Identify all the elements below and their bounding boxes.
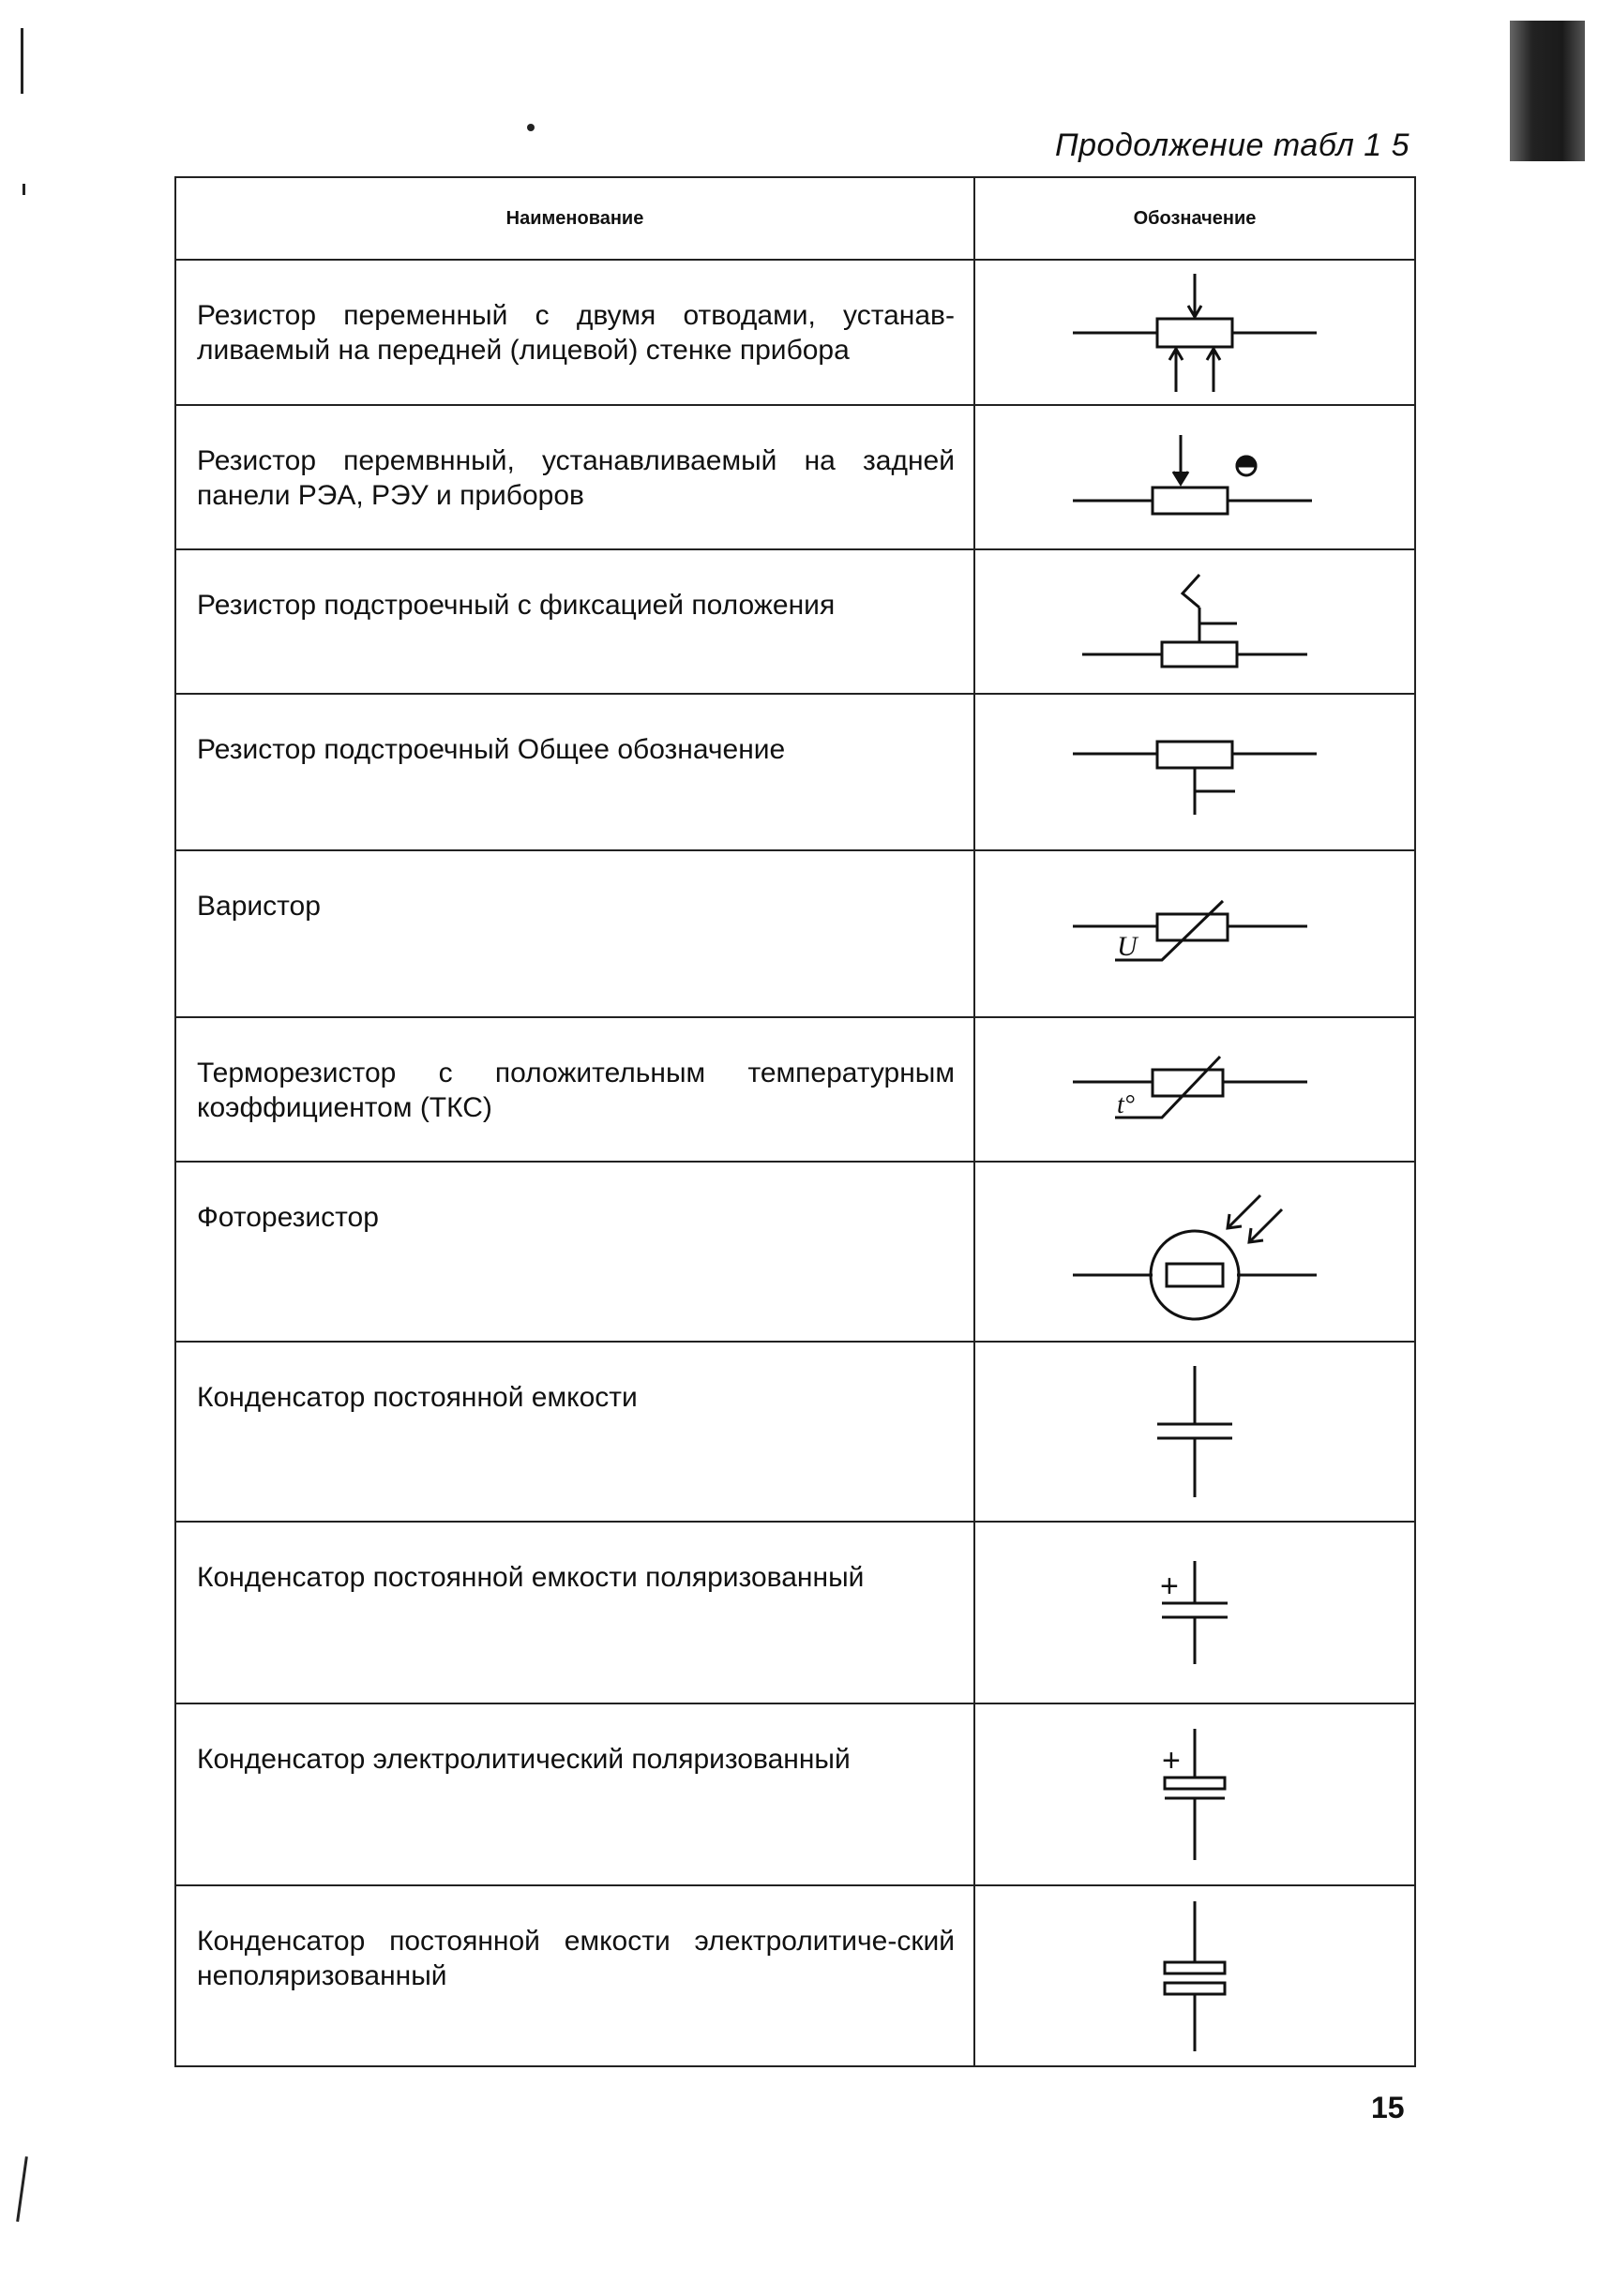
row-name: Терморезистор с положительным температурным коэффициентом (ТКС) [175, 1017, 974, 1162]
symbol-cell [974, 1342, 1415, 1522]
scan-margin-line [16, 2156, 28, 2222]
column-header-symbol: Обозначение [974, 177, 1415, 260]
table-row [175, 850, 1415, 1017]
table-row [175, 1162, 1415, 1342]
table-row [175, 1522, 1415, 1703]
rear-panel-variable-resistor-symbol [1068, 430, 1321, 524]
symbol-cell [974, 1522, 1415, 1703]
scan-margin-line [21, 28, 23, 94]
polarity-plus-label: + [1162, 1743, 1181, 1778]
row-name: Конденсатор постоянной емкости поляризованный [175, 1522, 974, 1703]
symbol-cell [974, 260, 1415, 405]
table-row [175, 1703, 1415, 1885]
scan-edge-mark [1510, 21, 1585, 161]
trimmer-resistor-general-symbol [1068, 726, 1321, 819]
electrolytic-nonpolarized-capacitor-symbol [1068, 1897, 1321, 2056]
table-caption: Продолжение табл 1 5 [1055, 128, 1409, 163]
electrolytic-polarized-capacitor-symbol [1068, 1719, 1321, 1869]
column-header-name: Наименование [175, 177, 974, 260]
row-name: Резистор подстроечный Общее обозначение [175, 694, 974, 850]
polarized-capacitor-symbol [1068, 1542, 1321, 1683]
table-row [175, 405, 1415, 549]
scan-dot [527, 124, 535, 131]
symbol-cell [974, 1162, 1415, 1342]
symbol-cell [974, 1885, 1415, 2066]
symbol-cell [974, 1703, 1415, 1885]
row-name: Резистор переменный с двумя отводами, устанав-ливаемый на передней (лицевой) стенке прибора [175, 260, 974, 405]
thermistor-symbol [1068, 1043, 1321, 1136]
table-row [175, 694, 1415, 850]
varistor-symbol [1068, 887, 1321, 981]
fixed-capacitor-symbol [1068, 1361, 1321, 1502]
row-name: Конденсатор постоянной емкости электролитиче-ский неполяризованный [175, 1885, 974, 2066]
symbol-cell [974, 694, 1415, 850]
table-row [175, 260, 1415, 405]
trimmer-resistor-fixed-symbol [1068, 565, 1321, 678]
row-name: Варистор [175, 850, 974, 1017]
symbol-cell [974, 850, 1415, 1017]
table-row [175, 1342, 1415, 1522]
symbols-table [174, 176, 1416, 2067]
varistor-label: U [1117, 931, 1138, 962]
photoresistor-symbol [1068, 1181, 1321, 1322]
symbol-cell [974, 1017, 1415, 1162]
table-header-row [175, 177, 1415, 260]
table-row [175, 549, 1415, 694]
scan-margin-line [23, 184, 25, 195]
row-name: Резистор подстроечный с фиксацией положения [175, 549, 974, 694]
symbol-cell [974, 405, 1415, 549]
table-row [175, 1885, 1415, 2066]
row-name: Фоторезистор [175, 1162, 974, 1342]
row-name: Конденсатор электролитический поляризованный [175, 1703, 974, 1885]
symbol-cell [974, 549, 1415, 694]
variable-resistor-two-taps-symbol [1068, 272, 1321, 394]
row-name: Конденсатор постоянной емкости [175, 1342, 974, 1522]
row-name: Резистор перемвнный, устанавливаемый на задней панели РЭА, РЭУ и приборов [175, 405, 974, 549]
page-number: 15 [1371, 2091, 1405, 2124]
polarity-plus-label: + [1160, 1568, 1179, 1604]
table-row [175, 1017, 1415, 1162]
thermistor-label: t° [1117, 1090, 1135, 1119]
